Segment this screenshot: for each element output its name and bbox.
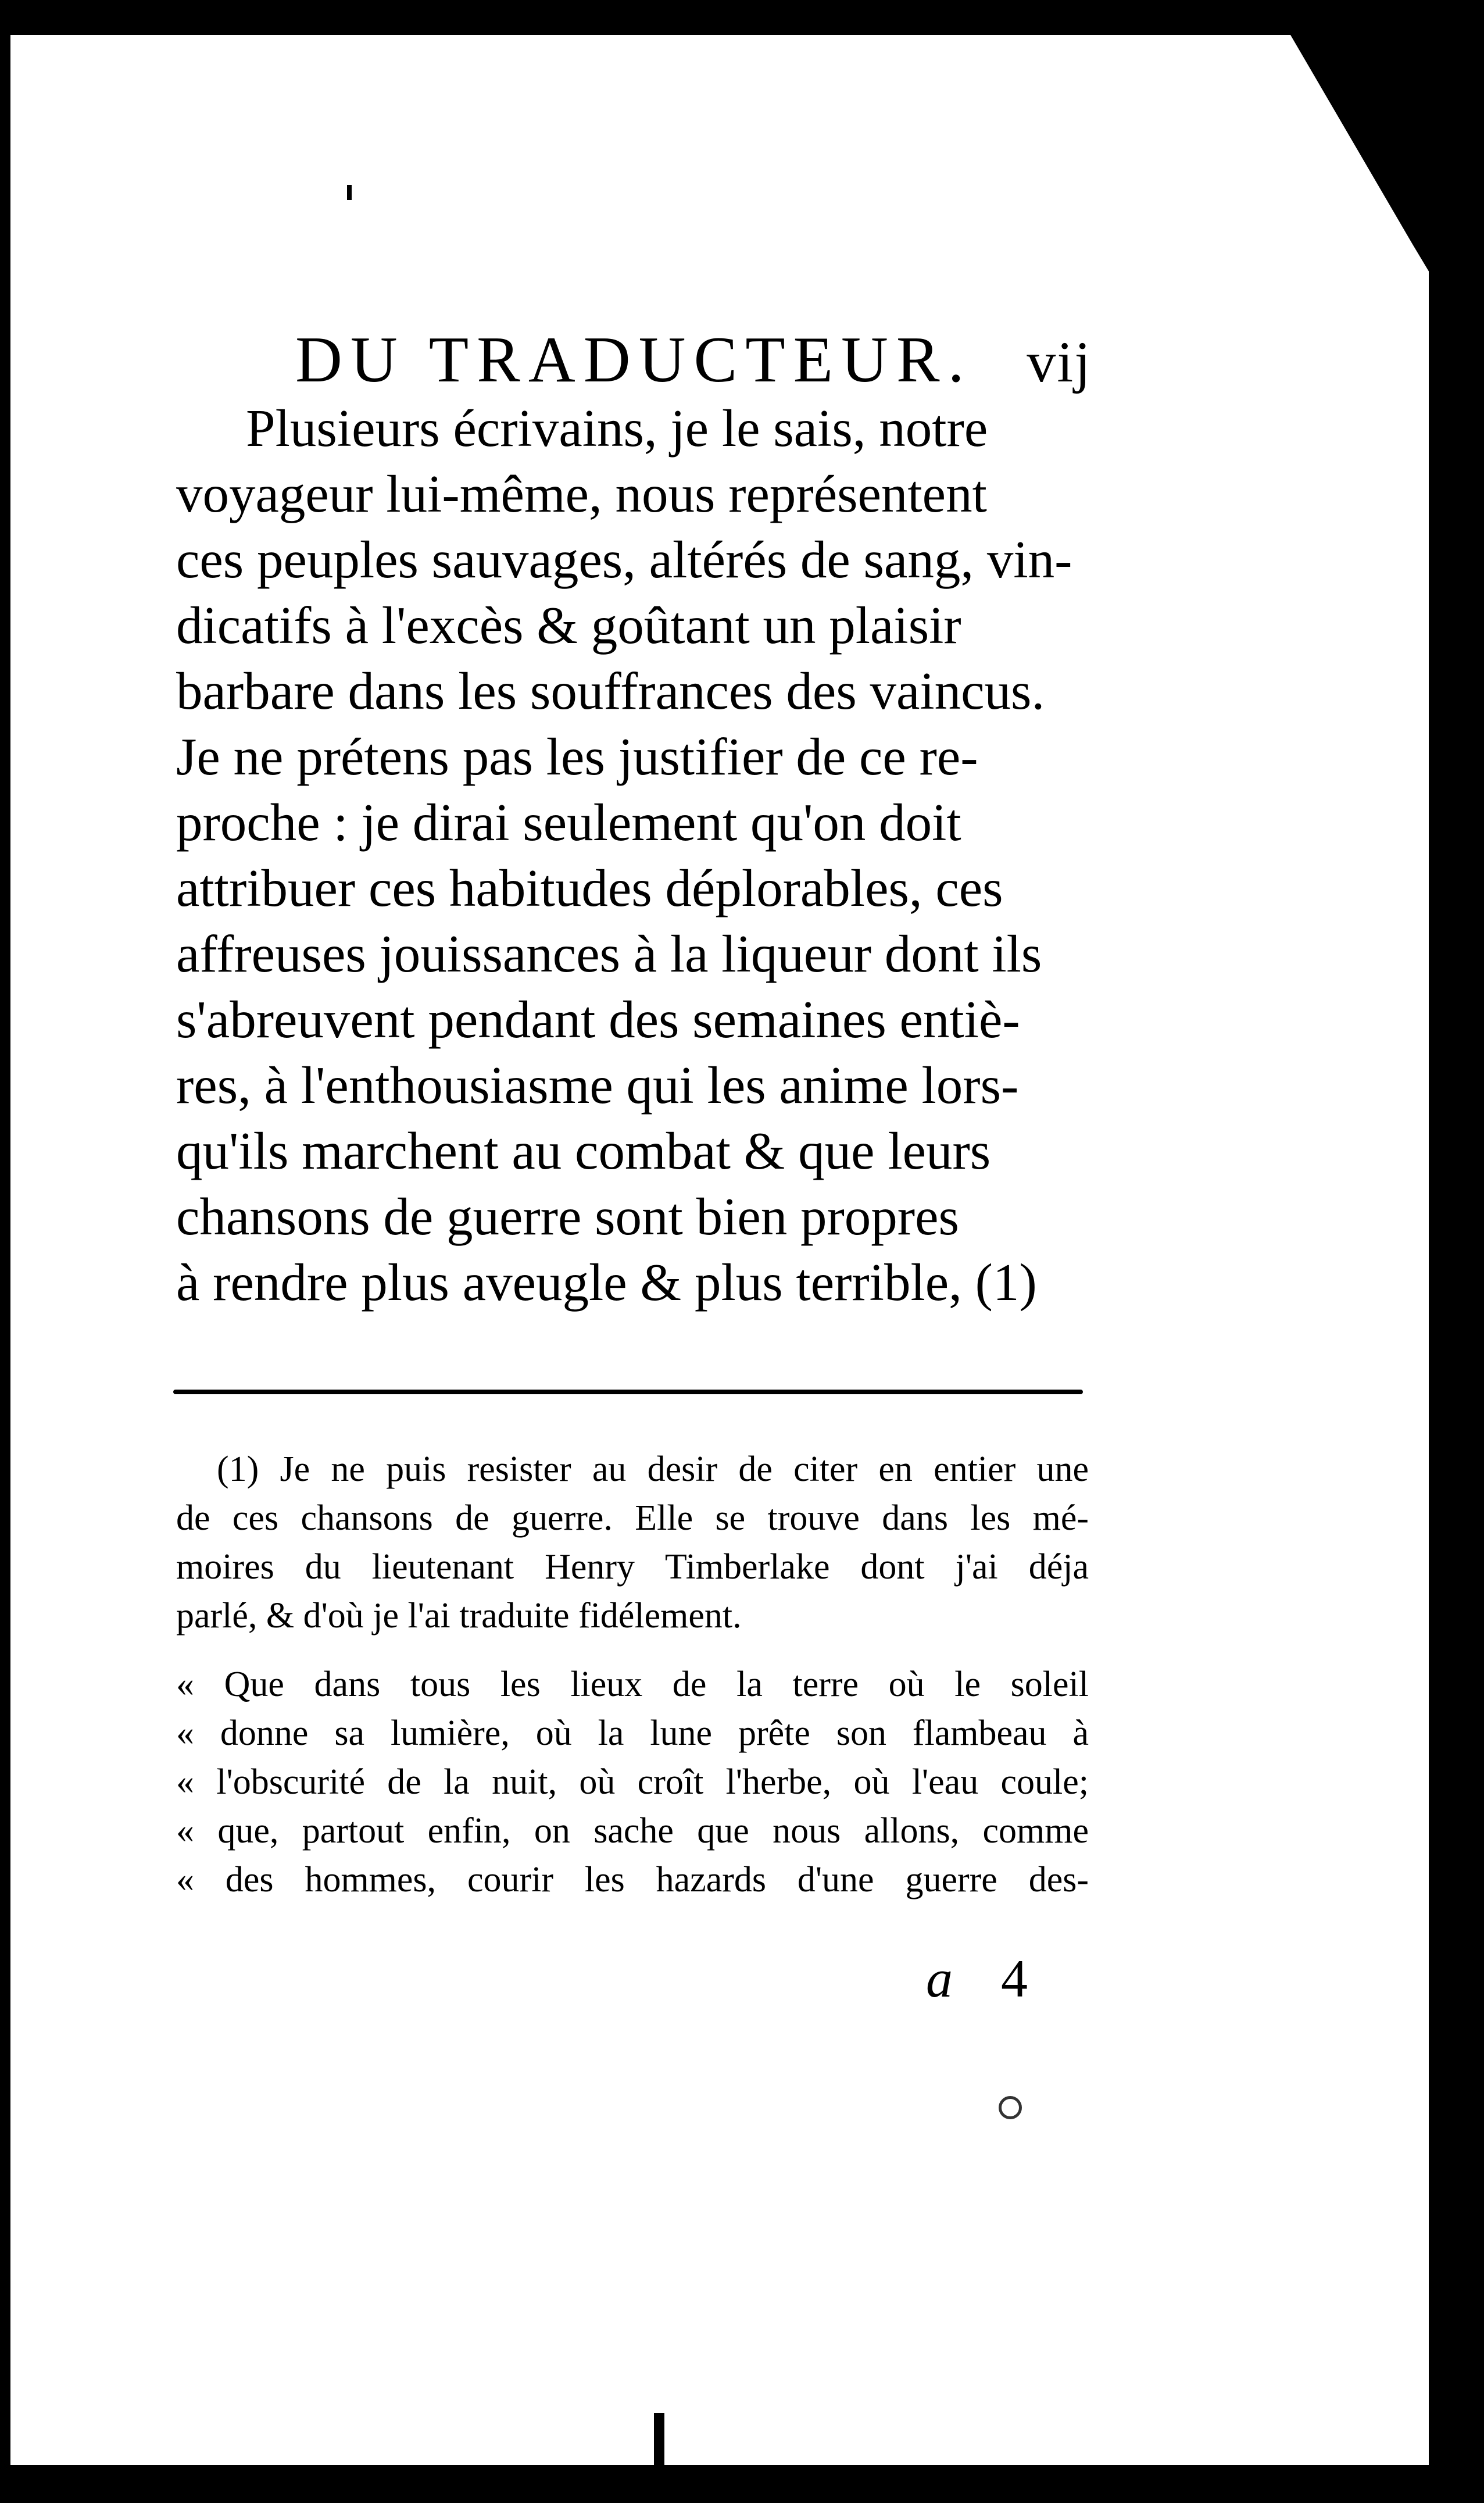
small-circle-mark — [999, 2096, 1022, 2119]
footnote-line: « que, partout enfin, on sache que nous allons, comme — [176, 1811, 1089, 1851]
footnote-line: moires du lieutenant Henry Timberlake dont j'ai déja — [176, 1547, 1089, 1587]
body-line: Plusieurs écrivains, je le sais, notre — [246, 399, 988, 458]
body-line: chansons de guerre sont bien propres — [176, 1187, 959, 1246]
running-head: DU TRADUCTEUR. — [295, 324, 972, 396]
footnote-line: parlé, & d'où je l'ai traduite fidélement. — [176, 1596, 742, 1636]
body-text — [176, 395, 1089, 1315]
bottom-edge — [0, 2465, 1484, 2503]
folio: vij — [1027, 330, 1092, 394]
footnote-line: « Que dans tous les lieux de la terre où le soleil — [176, 1665, 1089, 1704]
body-line: affreuses jouissances à la liqueur dont ils — [176, 924, 1042, 983]
body-line: qu'ils marchent au combat & que leurs — [176, 1122, 991, 1180]
body-line: s'abreuvent pendant des semaines entiè- — [176, 990, 1020, 1049]
footnote-line: « donne sa lumière, où la lune prête son flambeau à — [176, 1713, 1089, 1753]
paper-sheet — [10, 35, 1429, 2465]
body-line: res, à l'enthousiasme qui les anime lors- — [176, 1056, 1019, 1115]
body-line: attribuer ces habitudes déplorables, ces — [176, 859, 1003, 917]
footnote-rule — [173, 1390, 1083, 1394]
signature-number: 4 — [1001, 1949, 1045, 2008]
signature-letter: a — [926, 1949, 970, 2008]
body-line: à rendre plus aveugle & plus terrible, (1) — [176, 1253, 1037, 1312]
signature-mark — [926, 1948, 1045, 2009]
footnote-line: de ces chansons de guerre. Elle se trouve dans les mé- — [176, 1498, 1089, 1538]
body-line: dicatifs à l'excès & goûtant un plaisir — [176, 596, 961, 655]
footnote-line: « l'obscurité de la nuit, où croît l'herbe, où l'eau coule; — [176, 1762, 1089, 1802]
footnote-line: (1) Je ne puis resister au desir de citer en entier une — [217, 1449, 1089, 1489]
body-line: ces peuples sauvages, altérés de sang, vin- — [176, 530, 1072, 589]
body-line: proche : je dirai seulement qu'on doit — [176, 793, 961, 852]
body-line: Je ne prétens pas les justifier de ce re- — [176, 727, 978, 786]
body-line: voyageur lui-même, nous représentent — [176, 465, 987, 523]
running-head-line — [295, 323, 1092, 398]
body-line: barbare dans les souffrances des vaincus. — [176, 662, 1045, 720]
footnote-gap — [176, 1640, 1089, 1660]
footnotes — [176, 1445, 1089, 1904]
footnote-line: « des hommes, courir les hazards d'une guerre des- — [176, 1860, 1089, 1899]
